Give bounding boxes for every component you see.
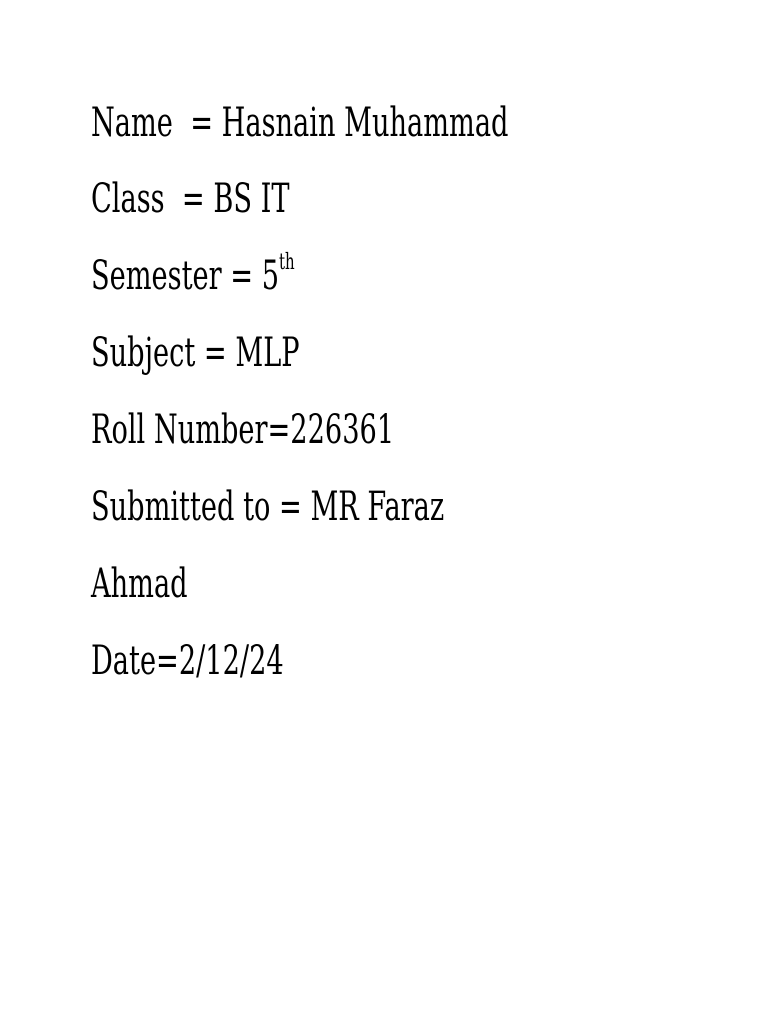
- semester-line: [91, 251, 295, 301]
- name-line: Name = Hasnain Muhammad: [91, 100, 509, 146]
- submitted-to-continuation: Ahmad: [91, 561, 188, 607]
- semester-ordinal-suffix: th: [278, 250, 295, 275]
- roll-number-line: Roll Number=226361: [91, 407, 395, 453]
- date-line: Date=2/12/24: [91, 638, 284, 684]
- subject-line: Subject = MLP: [91, 330, 300, 376]
- semester-text: Semester = 5: [91, 253, 279, 299]
- class-line: Class = BS IT: [91, 176, 290, 222]
- submitted-to-line: Submitted to = MR Faraz: [91, 484, 445, 530]
